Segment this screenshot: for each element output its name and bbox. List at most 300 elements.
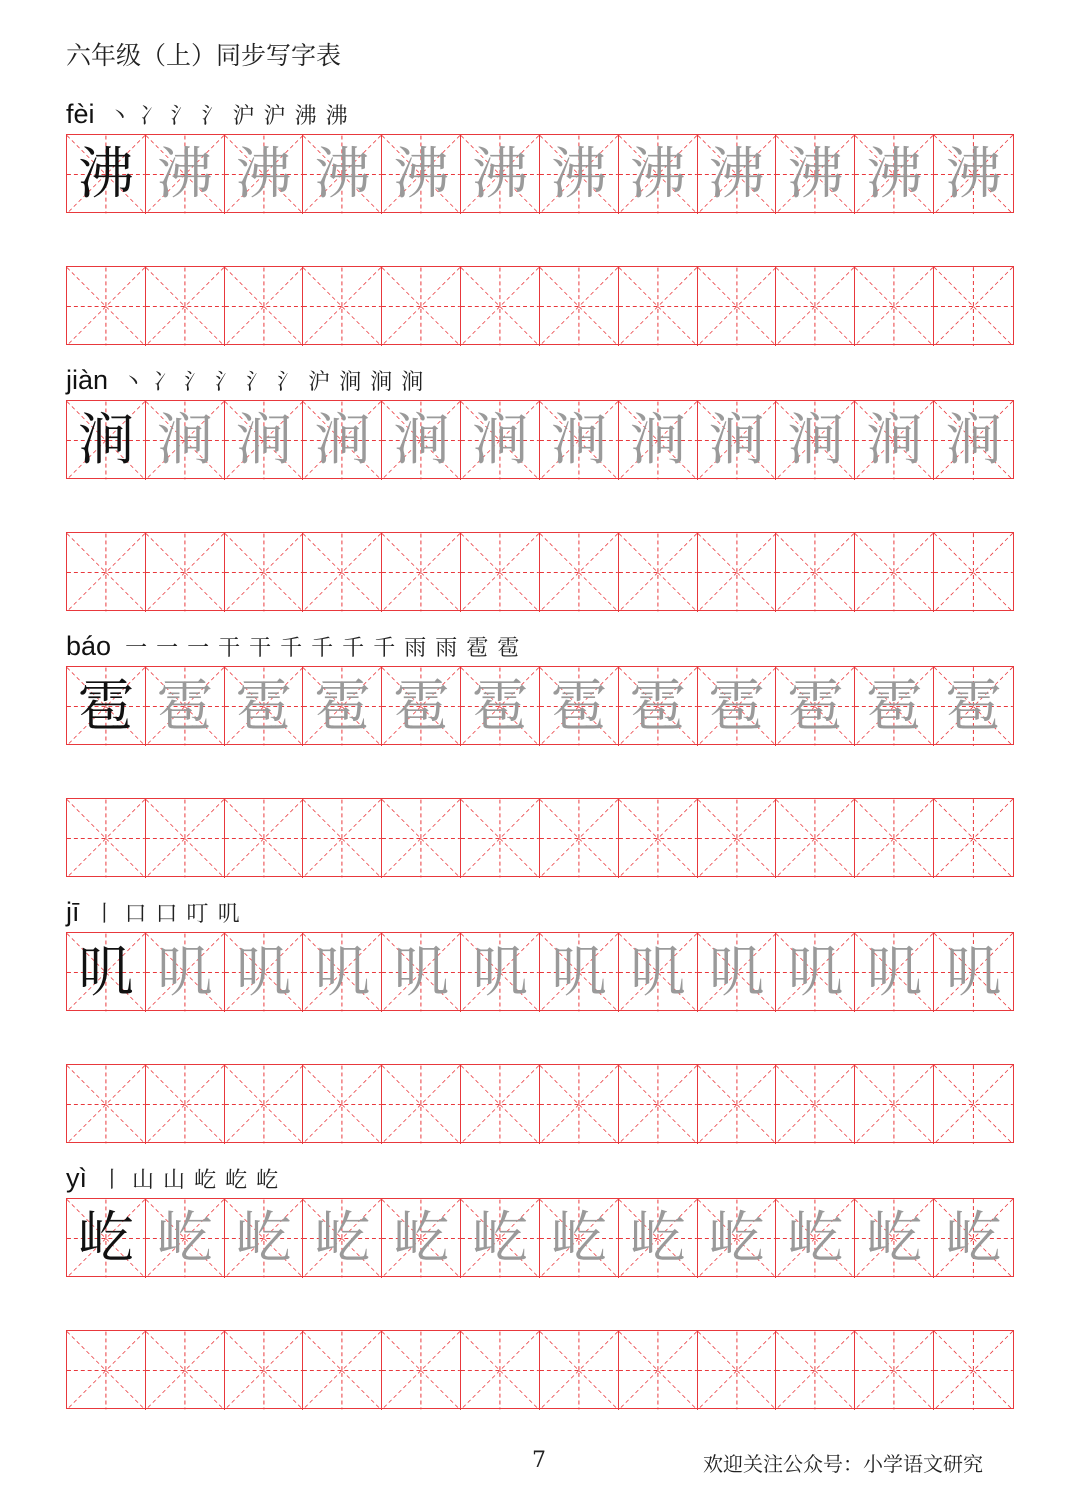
trace-character: 雹 — [235, 673, 292, 739]
stroke-sequence — [101, 1170, 287, 1192]
stroke-step: 氵 — [170, 104, 193, 129]
trace-character: 沸 — [787, 141, 844, 207]
blank-practice-cell[interactable] — [67, 267, 146, 346]
mi-grid-guides — [225, 1331, 303, 1410]
trace-character-cell[interactable] — [146, 933, 225, 1012]
stroke-step: 千 — [311, 636, 334, 661]
tracing-grid-row — [66, 932, 1014, 1011]
stroke-step: 千 — [280, 636, 303, 661]
trace-character-cell[interactable] — [619, 401, 698, 480]
mi-grid-guides — [619, 267, 697, 346]
stroke-step: 屹 — [194, 1168, 217, 1193]
trace-character: 屹 — [945, 1205, 1002, 1271]
blank-practice-cell[interactable] — [698, 1065, 777, 1144]
trace-character: 沸 — [629, 141, 686, 207]
blank-practice-cell[interactable] — [698, 533, 777, 612]
mi-grid-guides — [619, 799, 697, 878]
blank-practice-cell[interactable] — [776, 533, 855, 612]
tracing-grid-row — [66, 134, 1014, 213]
blank-practice-cell[interactable] — [461, 267, 540, 346]
blank-practice-grid-row — [66, 266, 1014, 345]
mi-grid-guides — [461, 533, 539, 612]
trace-character: 雹 — [708, 673, 765, 739]
mi-grid-guides — [225, 533, 303, 612]
blank-practice-cell[interactable] — [540, 1331, 619, 1410]
stroke-step: 雹 — [497, 636, 520, 661]
mi-grid-guides — [698, 799, 776, 878]
stroke-order-row — [66, 1152, 287, 1192]
pinyin-label: fèi — [66, 99, 95, 129]
trace-character: 屹 — [314, 1205, 371, 1271]
blank-practice-cell[interactable] — [303, 799, 382, 878]
trace-character-cell[interactable] — [146, 401, 225, 480]
trace-character-cell[interactable] — [698, 1199, 777, 1278]
footer-note: 欢迎关注公众号：小学语文研究 — [703, 1452, 983, 1476]
stroke-step: 涧 — [370, 370, 393, 395]
blank-practice-grid-row — [66, 532, 1014, 611]
blank-practice-cell[interactable] — [382, 1065, 461, 1144]
mi-grid-guides — [303, 1331, 381, 1410]
stroke-step: 屹 — [256, 1168, 279, 1193]
blank-practice-cell[interactable] — [461, 799, 540, 878]
mi-grid-guides — [382, 799, 460, 878]
pinyin-label: báo — [66, 631, 112, 661]
trace-character-cell[interactable] — [776, 667, 855, 746]
tracing-grid-row — [66, 1198, 1014, 1277]
mi-grid-guides — [698, 1065, 776, 1144]
blank-practice-cell[interactable] — [303, 533, 382, 612]
model-character: 叽 — [77, 939, 134, 1005]
stroke-step: 氵 — [215, 370, 238, 395]
trace-character-cell[interactable] — [934, 933, 1013, 1012]
mi-grid-guides — [225, 1065, 303, 1144]
trace-character-cell[interactable] — [855, 135, 934, 214]
trace-character: 叽 — [235, 939, 292, 1005]
mi-grid-guides — [382, 533, 460, 612]
blank-practice-cell[interactable] — [146, 1331, 225, 1410]
mi-grid-guides — [934, 1331, 1013, 1410]
mi-grid-guides — [225, 799, 303, 878]
stroke-step: 冫 — [139, 104, 162, 129]
stroke-step: 氵 — [246, 370, 269, 395]
blank-practice-cell[interactable] — [934, 799, 1013, 878]
blank-practice-cell[interactable] — [934, 267, 1013, 346]
mi-grid-guides — [540, 799, 618, 878]
trace-character: 叽 — [866, 939, 923, 1005]
mi-grid-guides — [934, 799, 1013, 878]
trace-character: 屹 — [866, 1205, 923, 1271]
trace-character-cell[interactable] — [540, 1199, 619, 1278]
trace-character-cell[interactable] — [461, 401, 540, 480]
trace-character: 屹 — [472, 1205, 529, 1271]
mi-grid-guides — [619, 533, 697, 612]
stroke-step: 氵 — [184, 370, 207, 395]
trace-character-cell[interactable] — [855, 1199, 934, 1278]
trace-character-cell[interactable] — [934, 401, 1013, 480]
trace-character: 沸 — [866, 141, 923, 207]
trace-character-cell[interactable] — [934, 1199, 1013, 1278]
trace-character: 屹 — [393, 1205, 450, 1271]
trace-character-cell[interactable] — [382, 135, 461, 214]
stroke-step: 山 — [132, 1168, 155, 1193]
trace-character: 雹 — [945, 673, 1002, 739]
blank-practice-cell[interactable] — [855, 1065, 934, 1144]
mi-grid-guides — [855, 1331, 933, 1410]
trace-character-cell[interactable] — [146, 667, 225, 746]
trace-character: 沸 — [945, 141, 1002, 207]
model-character: 涧 — [77, 407, 134, 473]
stroke-step: 丶 — [108, 104, 131, 129]
trace-character-cell[interactable] — [461, 135, 540, 214]
stroke-step: 叮 — [186, 902, 209, 927]
model-character: 屹 — [77, 1205, 134, 1271]
mi-grid-guides — [461, 1065, 539, 1144]
stroke-step: 干 — [218, 636, 241, 661]
trace-character-cell[interactable] — [619, 135, 698, 214]
mi-grid-guides — [146, 533, 224, 612]
trace-character: 涧 — [629, 407, 686, 473]
mi-grid-guides — [855, 799, 933, 878]
mi-grid-guides — [540, 1065, 618, 1144]
trace-character: 沸 — [472, 141, 529, 207]
blank-practice-cell[interactable] — [461, 1065, 540, 1144]
mi-grid-guides — [461, 1331, 539, 1410]
pinyin-label: yì — [66, 1163, 88, 1193]
blank-practice-cell[interactable] — [540, 799, 619, 878]
trace-character: 雹 — [629, 673, 686, 739]
trace-character: 屹 — [550, 1205, 607, 1271]
trace-character: 沸 — [314, 141, 371, 207]
trace-character: 涧 — [866, 407, 923, 473]
trace-character-cell[interactable] — [146, 1199, 225, 1278]
trace-character-cell[interactable] — [540, 135, 619, 214]
trace-character-cell[interactable] — [698, 135, 777, 214]
stroke-step: 一 — [187, 636, 210, 661]
trace-character-cell[interactable] — [382, 667, 461, 746]
stroke-step: 氵 — [201, 104, 224, 129]
page-number: 7 — [532, 1448, 546, 1473]
stroke-step: 氵 — [277, 370, 300, 395]
mi-grid-guides — [698, 533, 776, 612]
stroke-step: 沪 — [263, 104, 286, 129]
mi-grid-guides — [934, 267, 1013, 346]
stroke-order-row — [66, 620, 528, 660]
trace-character: 屹 — [708, 1205, 765, 1271]
stroke-step: 山 — [163, 1168, 186, 1193]
stroke-sequence — [125, 638, 528, 660]
stroke-step: 雨 — [404, 636, 427, 661]
mi-grid-guides — [855, 1065, 933, 1144]
trace-character: 叽 — [472, 939, 529, 1005]
trace-character-cell[interactable] — [934, 135, 1013, 214]
blank-practice-cell[interactable] — [146, 799, 225, 878]
trace-character-cell[interactable] — [540, 933, 619, 1012]
mi-grid-guides — [776, 533, 854, 612]
blank-practice-cell[interactable] — [461, 1331, 540, 1410]
mi-grid-guides — [67, 799, 145, 878]
trace-character-cell[interactable] — [382, 401, 461, 480]
trace-character-cell[interactable] — [540, 667, 619, 746]
trace-character: 沸 — [708, 141, 765, 207]
blank-practice-cell[interactable] — [67, 533, 146, 612]
mi-grid-guides — [619, 1065, 697, 1144]
model-character-cell[interactable] — [67, 401, 146, 480]
trace-character-cell[interactable] — [461, 933, 540, 1012]
mi-grid-guides — [303, 1065, 381, 1144]
blank-practice-cell[interactable] — [225, 1065, 304, 1144]
trace-character: 雹 — [550, 673, 607, 739]
stroke-step: 一 — [125, 636, 148, 661]
trace-character: 叽 — [550, 939, 607, 1005]
trace-character: 雹 — [393, 673, 450, 739]
trace-character-cell[interactable] — [776, 933, 855, 1012]
tracing-grid-row — [66, 400, 1014, 479]
trace-character: 涧 — [314, 407, 371, 473]
mi-grid-guides — [855, 533, 933, 612]
trace-character-cell[interactable] — [461, 667, 540, 746]
mi-grid-guides — [934, 1065, 1013, 1144]
mi-grid-guides — [540, 533, 618, 612]
trace-character: 叽 — [945, 939, 1002, 1005]
trace-character-cell[interactable] — [855, 933, 934, 1012]
blank-practice-cell[interactable] — [776, 799, 855, 878]
blank-practice-cell[interactable] — [303, 1065, 382, 1144]
blank-practice-grid-row — [66, 1330, 1014, 1409]
trace-character-cell[interactable] — [698, 401, 777, 480]
stroke-step: 丨 — [101, 1168, 124, 1193]
trace-character-cell[interactable] — [776, 135, 855, 214]
trace-character-cell[interactable] — [303, 401, 382, 480]
mi-grid-guides — [461, 799, 539, 878]
blank-practice-cell[interactable] — [619, 533, 698, 612]
trace-character: 屹 — [235, 1205, 292, 1271]
pinyin-label: jiàn — [66, 365, 109, 395]
blank-practice-cell[interactable] — [382, 1331, 461, 1410]
mi-grid-guides — [619, 1331, 697, 1410]
blank-practice-cell[interactable] — [540, 533, 619, 612]
trace-character-cell[interactable] — [225, 135, 304, 214]
stroke-step: 千 — [373, 636, 396, 661]
mi-grid-guides — [67, 533, 145, 612]
mi-grid-guides — [303, 267, 381, 346]
trace-character-cell[interactable] — [461, 1199, 540, 1278]
page-title: 六年级（上）同步写字表 — [66, 41, 342, 70]
trace-character: 沸 — [235, 141, 292, 207]
stroke-step: 一 — [156, 636, 179, 661]
blank-practice-cell[interactable] — [382, 533, 461, 612]
mi-grid-guides — [540, 1331, 618, 1410]
tracing-grid-row — [66, 666, 1014, 745]
trace-character-cell[interactable] — [776, 1199, 855, 1278]
mi-grid-guides — [776, 267, 854, 346]
blank-practice-cell[interactable] — [619, 1065, 698, 1144]
stroke-step: 涧 — [401, 370, 424, 395]
blank-practice-grid-row — [66, 1064, 1014, 1143]
mi-grid-guides — [698, 1331, 776, 1410]
trace-character-cell[interactable] — [619, 1199, 698, 1278]
trace-character-cell[interactable] — [698, 933, 777, 1012]
trace-character: 雹 — [156, 673, 213, 739]
blank-practice-cell[interactable] — [934, 533, 1013, 612]
trace-character: 叽 — [314, 939, 371, 1005]
blank-practice-cell[interactable] — [303, 267, 382, 346]
trace-character: 屹 — [156, 1205, 213, 1271]
mi-grid-guides — [67, 1065, 145, 1144]
trace-character: 沸 — [156, 141, 213, 207]
trace-character-cell[interactable] — [382, 1199, 461, 1278]
trace-character: 涧 — [708, 407, 765, 473]
blank-practice-cell[interactable] — [146, 1065, 225, 1144]
mi-grid-guides — [776, 799, 854, 878]
trace-character-cell[interactable] — [225, 933, 304, 1012]
blank-practice-cell[interactable] — [540, 1065, 619, 1144]
trace-character: 沸 — [393, 141, 450, 207]
blank-practice-cell[interactable] — [67, 1331, 146, 1410]
trace-character: 沸 — [550, 141, 607, 207]
mi-grid-guides — [776, 1065, 854, 1144]
mi-grid-guides — [303, 533, 381, 612]
blank-practice-cell[interactable] — [855, 533, 934, 612]
trace-character: 叽 — [787, 939, 844, 1005]
model-character-cell[interactable] — [67, 933, 146, 1012]
trace-character-cell[interactable] — [698, 667, 777, 746]
stroke-step: 丨 — [93, 902, 116, 927]
blank-practice-cell[interactable] — [619, 267, 698, 346]
blank-practice-cell[interactable] — [67, 799, 146, 878]
trace-character-cell[interactable] — [855, 667, 934, 746]
stroke-sequence — [94, 904, 249, 926]
mi-grid-guides — [776, 1331, 854, 1410]
model-character: 雹 — [77, 673, 134, 739]
mi-grid-guides — [146, 799, 224, 878]
stroke-step: 千 — [342, 636, 365, 661]
trace-character-cell[interactable] — [619, 667, 698, 746]
mi-grid-guides — [225, 267, 303, 346]
blank-practice-cell[interactable] — [698, 1331, 777, 1410]
blank-practice-cell[interactable] — [540, 267, 619, 346]
trace-character-cell[interactable] — [776, 401, 855, 480]
blank-practice-cell[interactable] — [776, 1065, 855, 1144]
mi-grid-guides — [303, 799, 381, 878]
mi-grid-guides — [67, 267, 145, 346]
blank-practice-cell[interactable] — [382, 267, 461, 346]
model-character: 沸 — [77, 141, 134, 207]
trace-character: 雹 — [787, 673, 844, 739]
blank-practice-cell[interactable] — [146, 533, 225, 612]
mi-grid-guides — [382, 1065, 460, 1144]
stroke-order-row — [66, 886, 249, 926]
mi-grid-guides — [382, 267, 460, 346]
blank-practice-cell[interactable] — [619, 799, 698, 878]
trace-character: 雹 — [314, 673, 371, 739]
stroke-step: 沸 — [325, 104, 348, 129]
trace-character-cell[interactable] — [225, 401, 304, 480]
mi-grid-guides — [698, 267, 776, 346]
trace-character-cell[interactable] — [382, 933, 461, 1012]
trace-character: 叽 — [393, 939, 450, 1005]
stroke-step: 雹 — [466, 636, 489, 661]
trace-character: 雹 — [866, 673, 923, 739]
stroke-step: 叽 — [217, 902, 240, 927]
blank-practice-cell[interactable] — [855, 1331, 934, 1410]
trace-character: 屹 — [787, 1205, 844, 1271]
stroke-step: 沸 — [294, 104, 317, 129]
blank-practice-cell[interactable] — [698, 267, 777, 346]
blank-practice-cell[interactable] — [225, 799, 304, 878]
trace-character-cell[interactable] — [303, 1199, 382, 1278]
trace-character: 涧 — [550, 407, 607, 473]
trace-character: 屹 — [629, 1205, 686, 1271]
blank-practice-cell[interactable] — [934, 1065, 1013, 1144]
trace-character-cell[interactable] — [225, 667, 304, 746]
trace-character: 涧 — [787, 407, 844, 473]
mi-grid-guides — [855, 267, 933, 346]
blank-practice-grid-row — [66, 798, 1014, 877]
blank-practice-cell[interactable] — [303, 1331, 382, 1410]
stroke-order-row — [66, 354, 432, 394]
mi-grid-guides — [146, 1331, 224, 1410]
mi-grid-guides — [146, 1065, 224, 1144]
model-character-cell[interactable] — [67, 135, 146, 214]
trace-character-cell[interactable] — [303, 135, 382, 214]
trace-character-cell[interactable] — [540, 401, 619, 480]
trace-character: 涧 — [156, 407, 213, 473]
mi-grid-guides — [934, 533, 1013, 612]
trace-character-cell[interactable] — [225, 1199, 304, 1278]
stroke-sequence — [122, 372, 432, 394]
blank-practice-cell[interactable] — [461, 533, 540, 612]
trace-character: 雹 — [472, 673, 529, 739]
pinyin-label: jī — [66, 897, 80, 927]
blank-practice-cell[interactable] — [855, 799, 934, 878]
trace-character: 叽 — [156, 939, 213, 1005]
mi-grid-guides — [67, 1331, 145, 1410]
blank-practice-cell[interactable] — [776, 1331, 855, 1410]
trace-character: 叽 — [629, 939, 686, 1005]
blank-practice-cell[interactable] — [225, 267, 304, 346]
blank-practice-cell[interactable] — [776, 267, 855, 346]
trace-character-cell[interactable] — [619, 933, 698, 1012]
blank-practice-cell[interactable] — [146, 267, 225, 346]
trace-character-cell[interactable] — [934, 667, 1013, 746]
trace-character: 涧 — [945, 407, 1002, 473]
trace-character: 涧 — [235, 407, 292, 473]
stroke-step: 干 — [249, 636, 272, 661]
mi-grid-guides — [382, 1331, 460, 1410]
blank-practice-cell[interactable] — [67, 1065, 146, 1144]
stroke-step: 口 — [124, 902, 147, 927]
blank-practice-cell[interactable] — [698, 799, 777, 878]
blank-practice-cell[interactable] — [382, 799, 461, 878]
blank-practice-cell[interactable] — [225, 533, 304, 612]
stroke-step: 沪 — [232, 104, 255, 129]
blank-practice-cell[interactable] — [855, 267, 934, 346]
model-character-cell[interactable] — [67, 667, 146, 746]
trace-character-cell[interactable] — [303, 933, 382, 1012]
stroke-sequence — [109, 106, 357, 128]
blank-practice-cell[interactable] — [934, 1331, 1013, 1410]
blank-practice-cell[interactable] — [619, 1331, 698, 1410]
trace-character-cell[interactable] — [303, 667, 382, 746]
stroke-order-row — [66, 88, 357, 128]
trace-character-cell[interactable] — [146, 135, 225, 214]
stroke-step: 口 — [155, 902, 178, 927]
blank-practice-cell[interactable] — [225, 1331, 304, 1410]
model-character-cell[interactable] — [67, 1199, 146, 1278]
trace-character-cell[interactable] — [855, 401, 934, 480]
stroke-step: 涧 — [339, 370, 362, 395]
mi-grid-guides — [540, 267, 618, 346]
